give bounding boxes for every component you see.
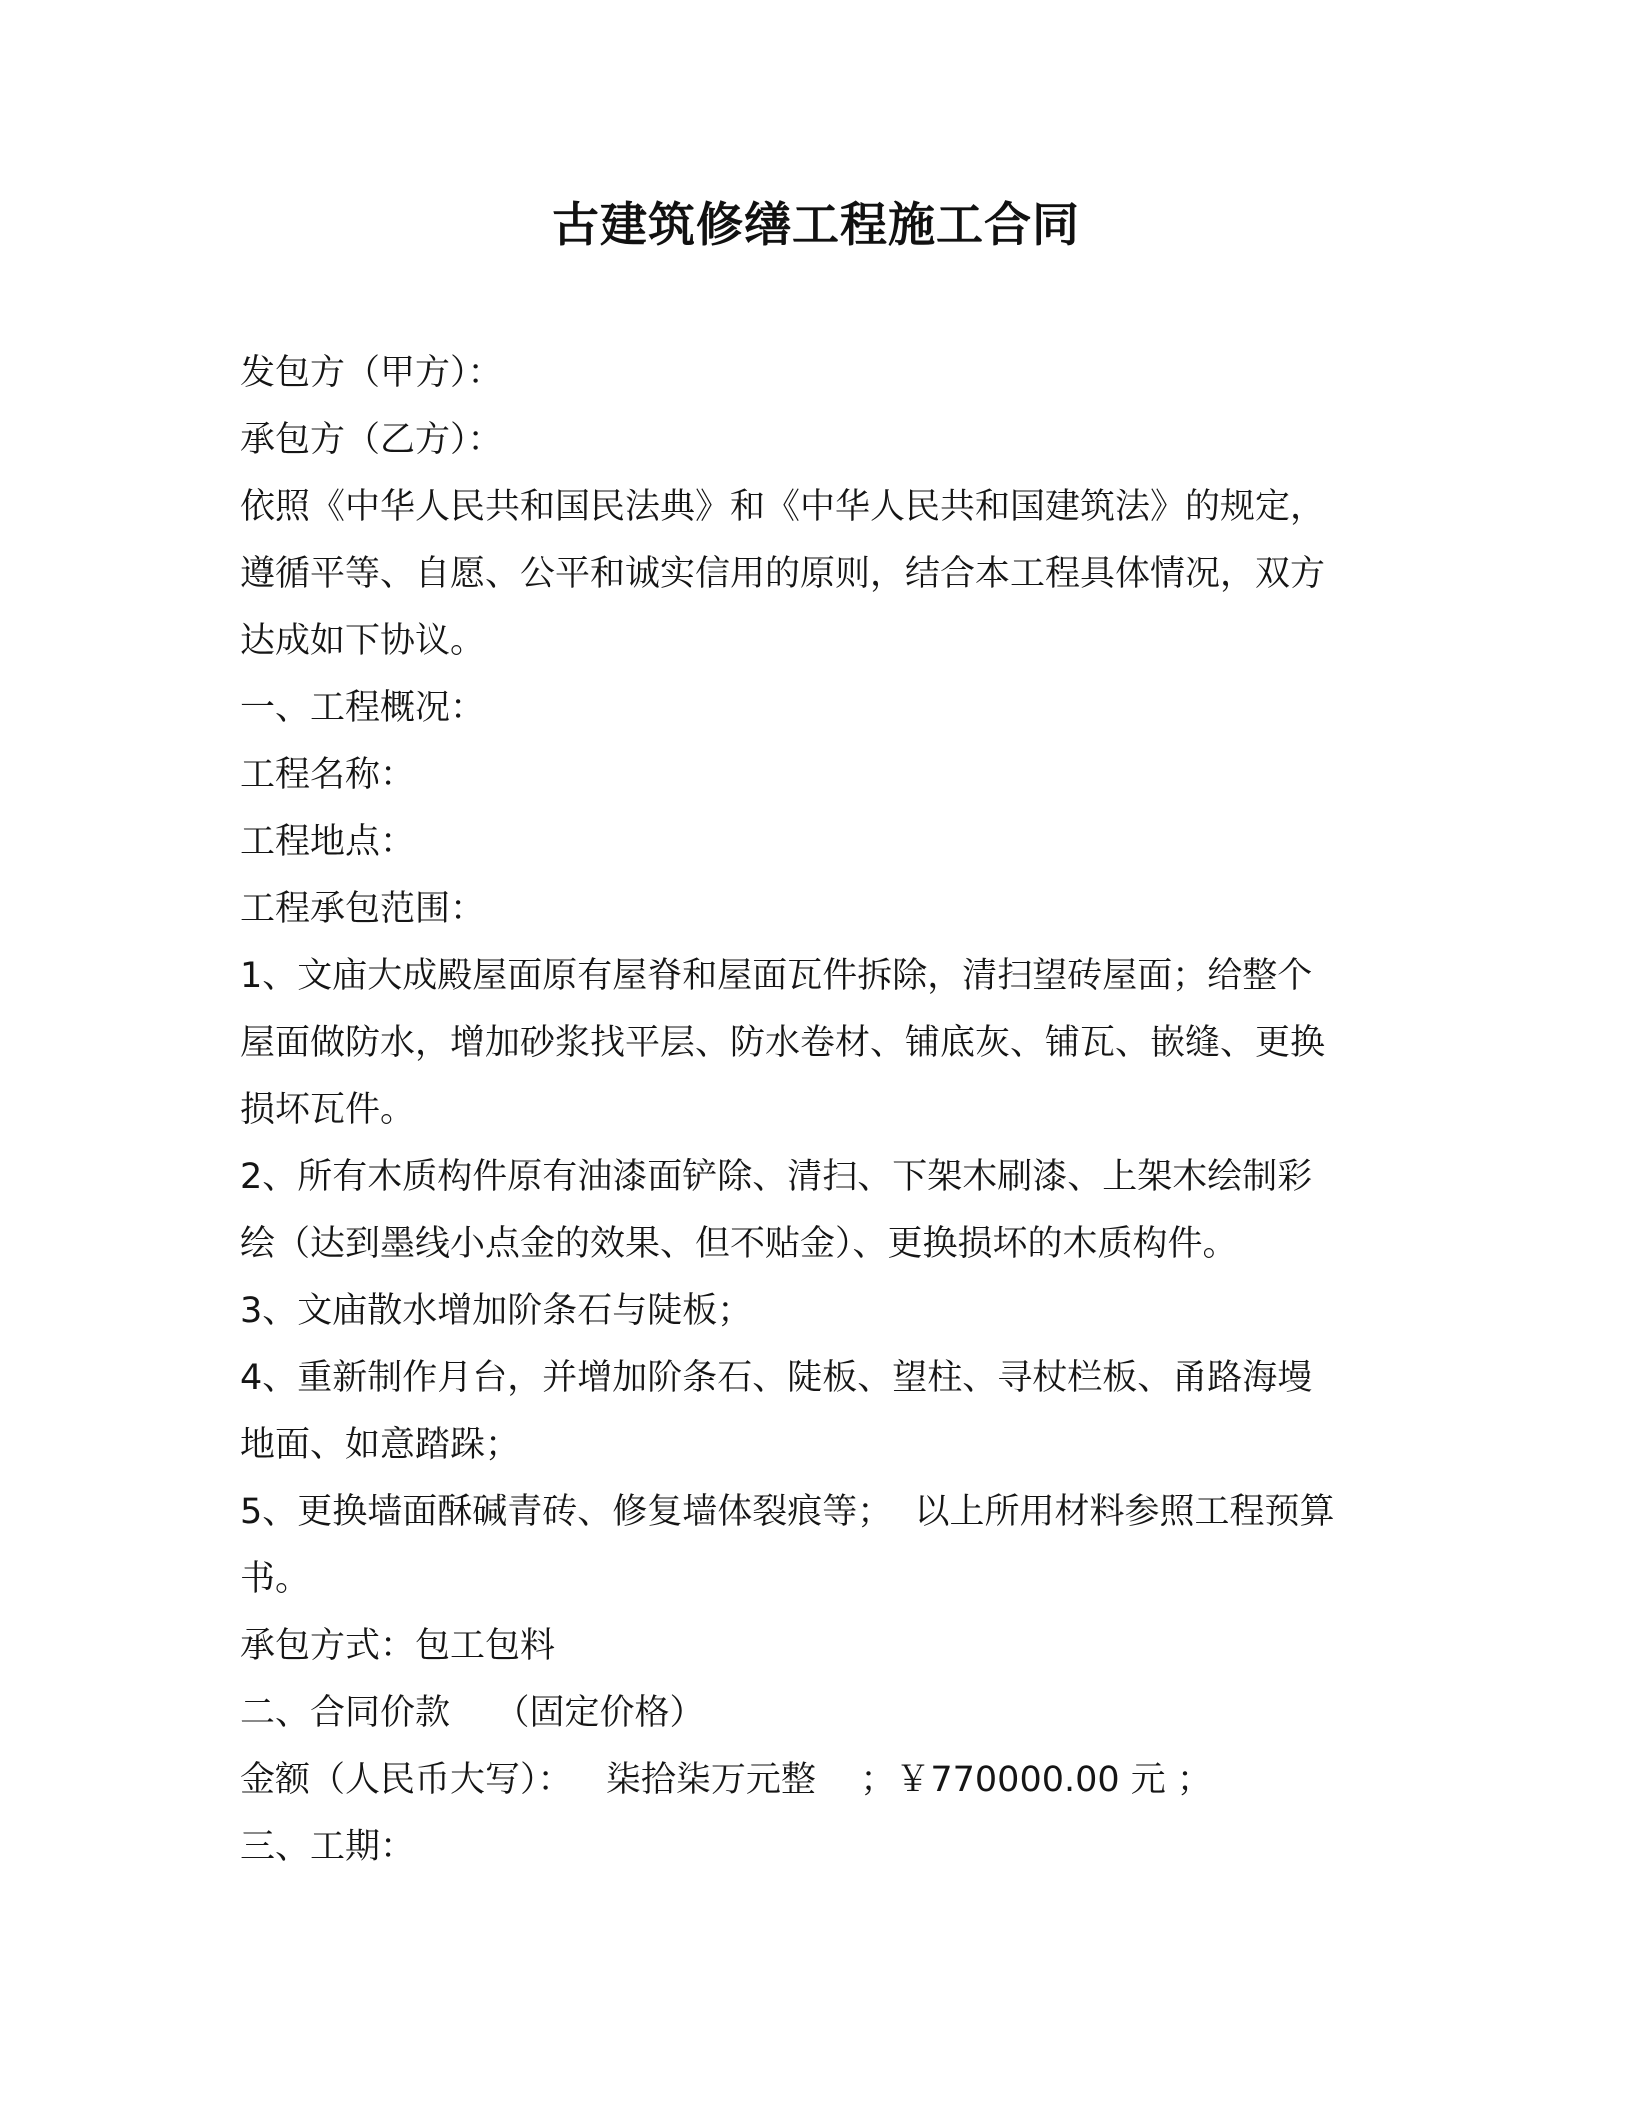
contract-amount-line: 金额（人民币大写）： 柒拾柒万元整 ；￥770000.00 元 ； bbox=[240, 1760, 1212, 1800]
contract-method-line: 承包方式：包工包料 bbox=[240, 1626, 556, 1666]
project-name-line: 工程名称： bbox=[240, 755, 416, 795]
scope-item-4-line-2: 地面、如意踏跺； bbox=[240, 1425, 521, 1465]
preamble-line-2: 遵循平等、自愿、公平和诚实信用的原则，结合本工程具体情况，双方 bbox=[240, 554, 1326, 594]
scope-item-1-line-2: 屋面做防水，增加砂浆找平层、防水卷材、铺底灰、铺瓦、嵌缝、更换 bbox=[240, 1023, 1326, 1063]
scope-item-2-line-2: 绘（达到墨线小点金的效果、但不贴金）、更换损坏的木质构件。 bbox=[240, 1224, 1238, 1264]
scope-item-5-line-2: 书。 bbox=[240, 1559, 311, 1599]
scope-item-4-line-1: 4、重新制作月台，并增加阶条石、陡板、望柱、寻杖栏板、甬路海墁 bbox=[240, 1358, 1313, 1398]
document-title: 古建筑修缮工程施工合同 bbox=[552, 198, 1080, 253]
section-3-heading: 三、工期： bbox=[240, 1827, 416, 1867]
section-2-heading: 二、合同价款 （固定价格） bbox=[240, 1693, 705, 1733]
scope-item-2-line-1: 2、所有木质构件原有油漆面铲除、清扫、下架木刷漆、上架木绘制彩 bbox=[240, 1157, 1313, 1197]
scope-item-5-line-1: 5、更换墙面酥碱青砖、修复墙体裂痕等； 以上所用材料参照工程预算 bbox=[240, 1492, 1335, 1532]
party-a-line: 发包方（甲方）： bbox=[240, 353, 503, 393]
preamble-line-3: 达成如下协议。 bbox=[240, 621, 486, 661]
document-body bbox=[240, 340, 1400, 1881]
project-scope-heading: 工程承包范围： bbox=[240, 889, 486, 929]
party-b-line: 承包方（乙方）： bbox=[240, 420, 503, 460]
scope-item-1-line-3: 损坏瓦件。 bbox=[240, 1090, 416, 1130]
project-location-line: 工程地点： bbox=[240, 822, 416, 862]
scope-item-3-line: 3、文庙散水增加阶条石与陡板； bbox=[240, 1291, 753, 1331]
scope-item-1-line-1: 1、文庙大成殿屋面原有屋脊和屋面瓦件拆除，清扫望砖屋面；给整个 bbox=[240, 956, 1313, 996]
section-1-heading: 一、工程概况： bbox=[240, 688, 486, 728]
preamble-line-1: 依照《中华人民共和国民法典》和《中华人民共和国建筑法》的规定， bbox=[240, 487, 1326, 527]
